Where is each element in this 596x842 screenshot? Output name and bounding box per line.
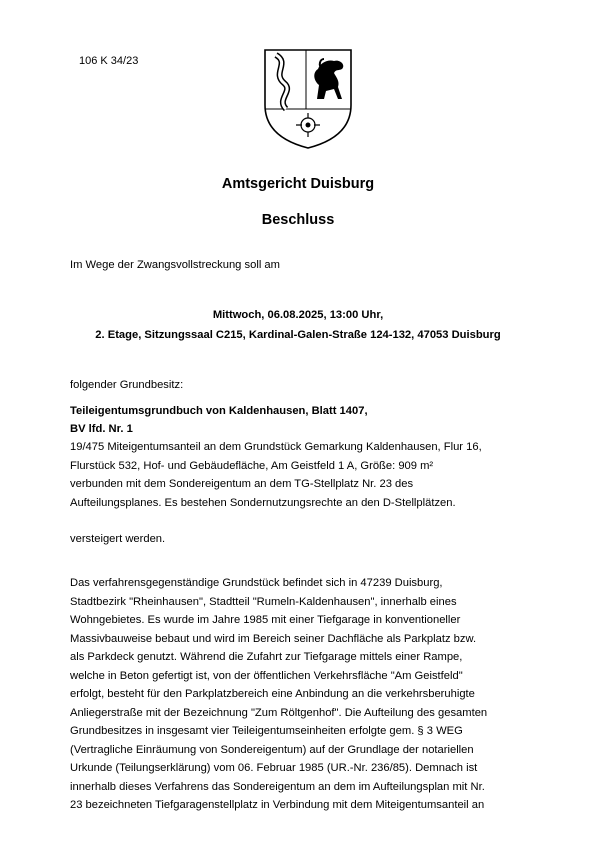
register-line-2: BV lfd. Nr. 1 xyxy=(70,423,133,435)
property-intro: folgender Grundbesitz: xyxy=(70,379,184,391)
register-line-1: Teileigentumsgrundbuch von Kaldenhausen, Blatt 1407, xyxy=(70,405,368,417)
body-line: Urkunde (Teilungserklärung) vom 06. Februar 1985 (UR.-Nr. 236/85). Demnach ist xyxy=(70,762,478,774)
court-name: Amtsgericht Duisburg xyxy=(221,176,375,192)
body-line: welche in Beton gefertigt ist, von der öffentlichen Verkehrsfläche "Am Geistfeld" xyxy=(70,669,463,682)
body-line: Massivbauweise bebaut und wird im Bereich seiner Dachfläche als Parkplatz bzw. xyxy=(70,632,477,645)
description-line: Flurstück 532, Hof- und Gebäudefläche, Am Geistfeld 1 A, Größe: 909 m² xyxy=(70,459,434,472)
description-line: 19/475 Miteigentumsanteil an dem Grundstück Gemarkung Kaldenhausen, Flur 16, xyxy=(70,441,482,453)
body-line: Stadtbezirk "Rheinhausen", Stadtteil "Rumeln-Kaldenhausen", innerhalb eines xyxy=(70,595,457,608)
body-line: innerhalb dieses Verfahrens das Sondereigentum an dem im Aufteilungsplan mit Nr. xyxy=(70,780,485,793)
body-line: 23 bezeichneten Tiefgaragenstellplatz in Verbindung mit dem Miteigentumsanteil an xyxy=(70,799,485,811)
body-line: (Vertragliche Einräumung von Sondereigentum) auf der Grundlage der notariellen xyxy=(70,743,474,756)
intro-text: Im Wege der Zwangsvollstreckung soll am xyxy=(70,259,280,271)
auction-note: versteigert werden. xyxy=(70,533,166,545)
document-title: Beschluss xyxy=(261,212,335,228)
appointment-datetime: Mittwoch, 06.08.2025, 13:00 Uhr, xyxy=(212,309,384,321)
description-line: verbunden mit dem Sondereigentum an dem TG-Stellplatz Nr. 23 des xyxy=(70,478,414,490)
body-line: Das verfahrensgegenständige Grundstück befindet sich in 47239 Duisburg, xyxy=(70,577,443,589)
body-line: Anliegerstraße mit der Bezeichnung "Zum Röltgenhof". Die Aufteilung des gesamten xyxy=(70,706,488,719)
property-body-text xyxy=(70,574,540,815)
body-line: als Parkdeck genutzt. Während die Zufahrt zur Tiefgarage mittels einer Rampe, xyxy=(70,651,463,663)
body-line: Grundbesitzes in insgesamt vier Teileigentumseinheiten erfolgte gem. § 3 WEG xyxy=(70,725,463,737)
nrw-coat-of-arms-icon xyxy=(262,47,354,151)
appointment-location: 2. Etage, Sitzungssaal C215, Kardinal-Galen-Straße 124-132, 47053 Duisburg xyxy=(95,329,501,341)
body-line: erfolgt, besteht für den Parkplatzbereich eine Anbindung an die verkehrsberuhigte xyxy=(70,688,475,700)
case-reference: 106 K 34/23 xyxy=(79,55,139,67)
description-line: Aufteilungsplanes. Es bestehen Sondernutzungsrechte an den D-Stellplätzen. xyxy=(70,496,456,509)
property-description xyxy=(70,438,540,512)
body-line: Wohngebietes. Es wurde im Jahre 1985 mit einer Tiefgarage in konventioneller xyxy=(70,614,461,626)
